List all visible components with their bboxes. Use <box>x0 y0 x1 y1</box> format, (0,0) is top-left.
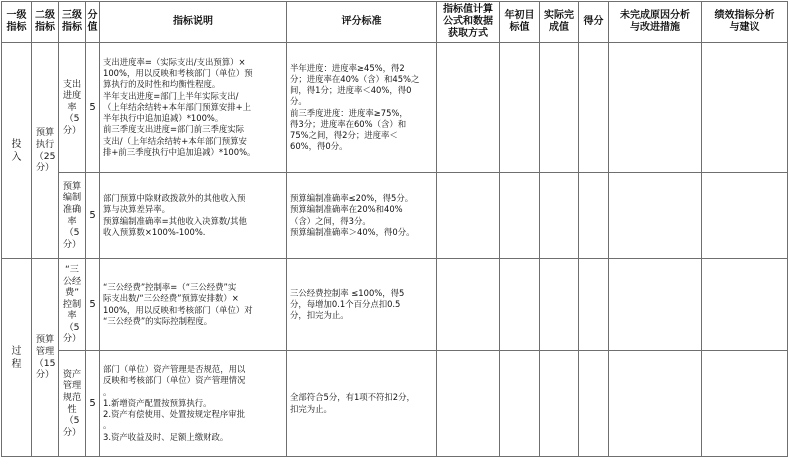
got-cell[interactable] <box>579 43 609 173</box>
header-level1: 一级 指标 <box>2 2 32 43</box>
analysis-cell[interactable] <box>702 351 788 457</box>
level3-cell: 资产 管理 规范 性 （5 分） <box>59 351 86 457</box>
header-description: 指标说明 <box>100 2 287 43</box>
target-cell[interactable] <box>500 43 540 173</box>
description-cell: 部门预算中除财政拨款外的其他收入预 算与决算差异率。 预算编制准确率=其他收入决算数/其他 收入预算数×100%-100%. <box>100 173 287 259</box>
score-cell: 5 <box>86 351 100 457</box>
header-level2: 二级 指标 <box>32 2 59 43</box>
header-criteria: 评分标准 <box>287 2 437 43</box>
score-cell: 5 <box>86 173 100 259</box>
reason-cell[interactable] <box>609 259 702 351</box>
actual-cell[interactable] <box>540 351 579 457</box>
header-target: 年初目 标值 <box>500 2 540 43</box>
header-score: 分 值 <box>86 2 100 43</box>
formula-cell[interactable] <box>437 43 500 173</box>
performance-table-sheet <box>0 1 788 471</box>
description-cell: 支出进度率=（实际支出/支出预算）× 100%，用以反映和考核部门（单位）预 算执行的及时性和均衡性程度。 半年支出进度=部门上半年实际支出/ （上年结余结转+本年部门预算安排+上 半年执行中追加追减）*100%。 前三季度支出进度=部门前三季度实际 支出/（上年结余结转+本年部门预算安 排+前三季度执行中追加追减）*100%。 <box>100 43 287 173</box>
formula-cell[interactable] <box>437 173 500 259</box>
actual-cell[interactable] <box>540 43 579 173</box>
header-level3: 三级 指标 <box>59 2 86 43</box>
actual-cell[interactable] <box>540 173 579 259</box>
table-row <box>2 173 788 259</box>
header-got: 得分 <box>579 2 609 43</box>
table-row <box>2 43 788 173</box>
table-row <box>2 351 788 457</box>
header-actual: 实际完 成值 <box>540 2 579 43</box>
target-cell[interactable] <box>500 259 540 351</box>
header-row <box>2 2 788 43</box>
formula-cell[interactable] <box>437 351 500 457</box>
reason-cell[interactable] <box>609 43 702 173</box>
formula-cell[interactable] <box>437 259 500 351</box>
level2-cell-budget-management: 预算 管理 （15 分） <box>32 259 59 457</box>
criteria-cell: 全部符合5分，有1项不符扣2分， 扣完为止。 <box>287 351 437 457</box>
level3-cell: “三 公经 费” 控制 率 （5 分） <box>59 259 86 351</box>
analysis-cell[interactable] <box>702 259 788 351</box>
level1-cell-process: 过 程 <box>2 259 32 457</box>
reason-cell[interactable] <box>609 351 702 457</box>
got-cell[interactable] <box>579 173 609 259</box>
score-cell: 5 <box>86 43 100 173</box>
header-formula: 指标值计算 公式和数据 获取方式 <box>437 2 500 43</box>
criteria-cell: 半年进度：进度率≥45%，得2 分；进度率在40%（含）和45%之 间，得1分；进度率＜40%，得0 分。 前三季度进度：进度率≥75%， 得3分；进度率在60%（含）和 75%之间，得2分；进度率＜ 60%，得0分。 <box>287 43 437 173</box>
actual-cell[interactable] <box>540 259 579 351</box>
score-cell: 5 <box>86 259 100 351</box>
got-cell[interactable] <box>579 351 609 457</box>
description-cell: 部门（单位）资产管理是否规范，用以 反映和考核部门（单位）资产管理情况 。 1.新增资产配置按预算执行。 2.资产有偿使用、处置按规定程序审批 。 3.资产收益及时、足额上缴财政。 <box>100 351 287 457</box>
analysis-cell[interactable] <box>702 43 788 173</box>
level1-cell-input: 投 入 <box>2 43 32 259</box>
reason-cell[interactable] <box>609 173 702 259</box>
level3-cell: 预算 编制 准确 率 （5 分） <box>59 173 86 259</box>
target-cell[interactable] <box>500 173 540 259</box>
analysis-cell[interactable] <box>702 173 788 259</box>
header-analysis: 绩效指标分析 与建议 <box>702 2 788 43</box>
target-cell[interactable] <box>500 351 540 457</box>
criteria-cell: 预算编制准确率≤20%，得5分。 预算编制准确率在20%和40% （含）之间，得3分。 预算编制准确率＞40%，得0分。 <box>287 173 437 259</box>
got-cell[interactable] <box>579 259 609 351</box>
performance-indicator-table <box>1 1 788 457</box>
level3-cell: 支出 进度 率 （5 分） <box>59 43 86 173</box>
level2-cell-budget-execution: 预算 执行 （25 分） <box>32 43 59 259</box>
description-cell: “三公经费”控制率=（“三公经费”实 际支出数/“三公经费”预算安排数）× 100%，用以反映和考核部门（单位）对 “三公经费”的实际控制程度。 <box>100 259 287 351</box>
table-row <box>2 259 788 351</box>
header-reason: 未完成原因分析 与改进措施 <box>609 2 702 43</box>
criteria-cell: 三公经费控制率 ≤100%，得5 分，每增加0.1个百分点扣0.5 分，扣完为止。 <box>287 259 437 351</box>
